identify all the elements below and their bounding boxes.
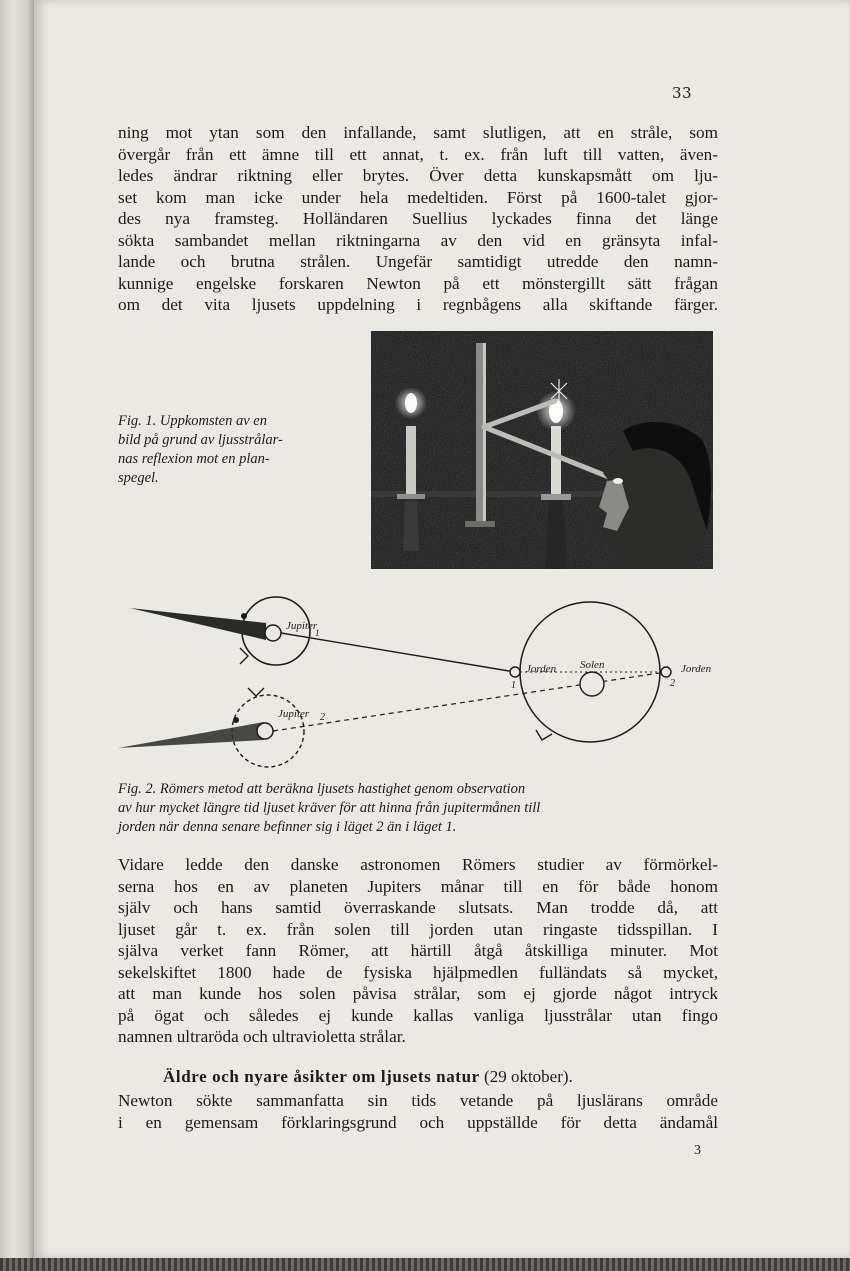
text-line: ljuset går t. ex. från solen till jorden utan ringaste tidsspillan. I <box>118 919 718 939</box>
text-line: sökta sambandet mellan riktningarna av den vid en gränsyta infal- <box>118 230 718 250</box>
jupiter-shadow-cone-1 <box>130 608 266 640</box>
text-line: Newton sökte sammanfatta sin tids vetande på ljuslärans område <box>118 1091 718 1110</box>
text-line: ledes ändrar riktning eller brytes. Över detta kunskapsmått om lju- <box>118 166 718 185</box>
text-line: sekelskiftet 1800 hade de fysiska hjälpmedlen fulländats så mycket, <box>118 962 718 982</box>
text-line: set kom man icke under hela medeltiden. Först på 1600-talet gjor- <box>118 187 718 207</box>
label-jorden-1: Jorden <box>526 663 557 675</box>
text-line: att man kunde hos solen påvisa strålar, som ej gjorde något intryck <box>118 984 718 1003</box>
scan-background-strip <box>0 1258 850 1271</box>
figure1-caption <box>118 412 348 488</box>
label-jupiter-2-index: 2 <box>320 712 325 723</box>
caption-line: nas reflexion mot en plan- <box>118 451 270 467</box>
label-position-2: 2 <box>670 678 675 689</box>
text-line: namnen ultraröda och ultravioletta strålar. <box>118 1027 406 1046</box>
label-jorden-2: Jorden <box>681 663 712 675</box>
light-path-2 <box>273 672 666 731</box>
jupiter-moon-1 <box>241 613 247 619</box>
text-line: lande och brutna strålen. Ungefär samtidigt utredde den namn- <box>118 252 718 271</box>
paragraph-romer <box>118 854 718 1048</box>
figure1-mirror-reflection-photo <box>371 331 713 569</box>
figure2-romer-diagram <box>118 588 723 778</box>
text-line: ning mot ytan som den infallande, samt slutligen, att en stråle, som <box>118 123 718 142</box>
label-position-1: 1 <box>511 680 516 691</box>
label-jupiter-1-index: 1 <box>315 628 320 638</box>
paragraph-newton <box>118 1090 718 1133</box>
page-number: 33 <box>672 84 693 102</box>
label-solen: Solen <box>580 659 605 671</box>
earth-position-2 <box>661 667 671 677</box>
caption-line: jorden när denna senare befinner sig i läget 2 än i läget 1. <box>118 819 457 835</box>
text-line: själva verket fann Römer, att härtill åtgå åtskilliga minuter. Mot <box>118 941 718 960</box>
text-line: på ögat och således ej kunde kallas vanliga ljusstrålar utan fingo <box>118 1005 718 1025</box>
jupiter-shadow-cone-2 <box>118 722 264 748</box>
caption-line: Fig. 2. Römers metod att beräkna ljusets hastighet genom observation <box>118 781 526 797</box>
section-heading-title: Äldre och nyare åsikter om ljusets natur <box>163 1067 480 1086</box>
text-line: själv och hans samtid överraskande slutsats. Man trodde då, att <box>118 898 718 917</box>
signature-number: 3 <box>694 1143 701 1158</box>
text-line: övergår från ett ämne till ett annat, t. ex. från luft till vatten, även- <box>118 144 718 164</box>
earth-orbit-arrow-icon <box>536 730 552 740</box>
mirror-pane <box>476 343 484 523</box>
text-line: i en gemensam förklaringsgrund och uppställde för detta ändamål <box>118 1112 718 1132</box>
caption-line: spegel. <box>118 470 159 486</box>
orbit-arrow-icon <box>240 648 248 664</box>
text-line: om det vita ljusets uppdelning i regnbågens alla skiftande färger. <box>118 295 718 314</box>
light-path-1 <box>281 633 515 672</box>
earth-position-1 <box>510 667 520 677</box>
book-spine <box>0 0 34 1271</box>
jupiter-position-1 <box>265 625 281 641</box>
section-heading-date: (29 oktober). <box>484 1067 573 1086</box>
figure2-caption <box>118 780 728 837</box>
paragraph-optics-history <box>118 122 718 316</box>
text-line: Vidare ledde den danske astronomen Römers studier av förmörkel- <box>118 855 718 874</box>
section-heading <box>163 1067 573 1087</box>
sun-icon <box>580 672 604 696</box>
text-line: serna hos en av planeten Jupiters månar till en för både honom <box>118 876 718 896</box>
label-jupiter-1: Jupiter <box>286 620 318 632</box>
text-line: des nya framsteg. Holländaren Suellius lyckades finna det länge <box>118 209 718 228</box>
caption-line: av hur mycket längre tid ljuset kräver för att hinna från jupitermånen till <box>118 800 541 816</box>
caption-line: bild på grund av ljusstrålar- <box>118 432 283 448</box>
text-line: kunnige engelske forskaren Newton på ett mönstergillt sätt frågan <box>118 273 718 293</box>
jupiter-position-2 <box>257 723 273 739</box>
jupiter-moon-2 <box>233 717 239 723</box>
caption-line: Fig. 1. Uppkomsten av en <box>118 413 267 429</box>
orbit-arrow-icon <box>248 688 264 696</box>
label-jupiter-2: Jupiter <box>278 708 310 720</box>
